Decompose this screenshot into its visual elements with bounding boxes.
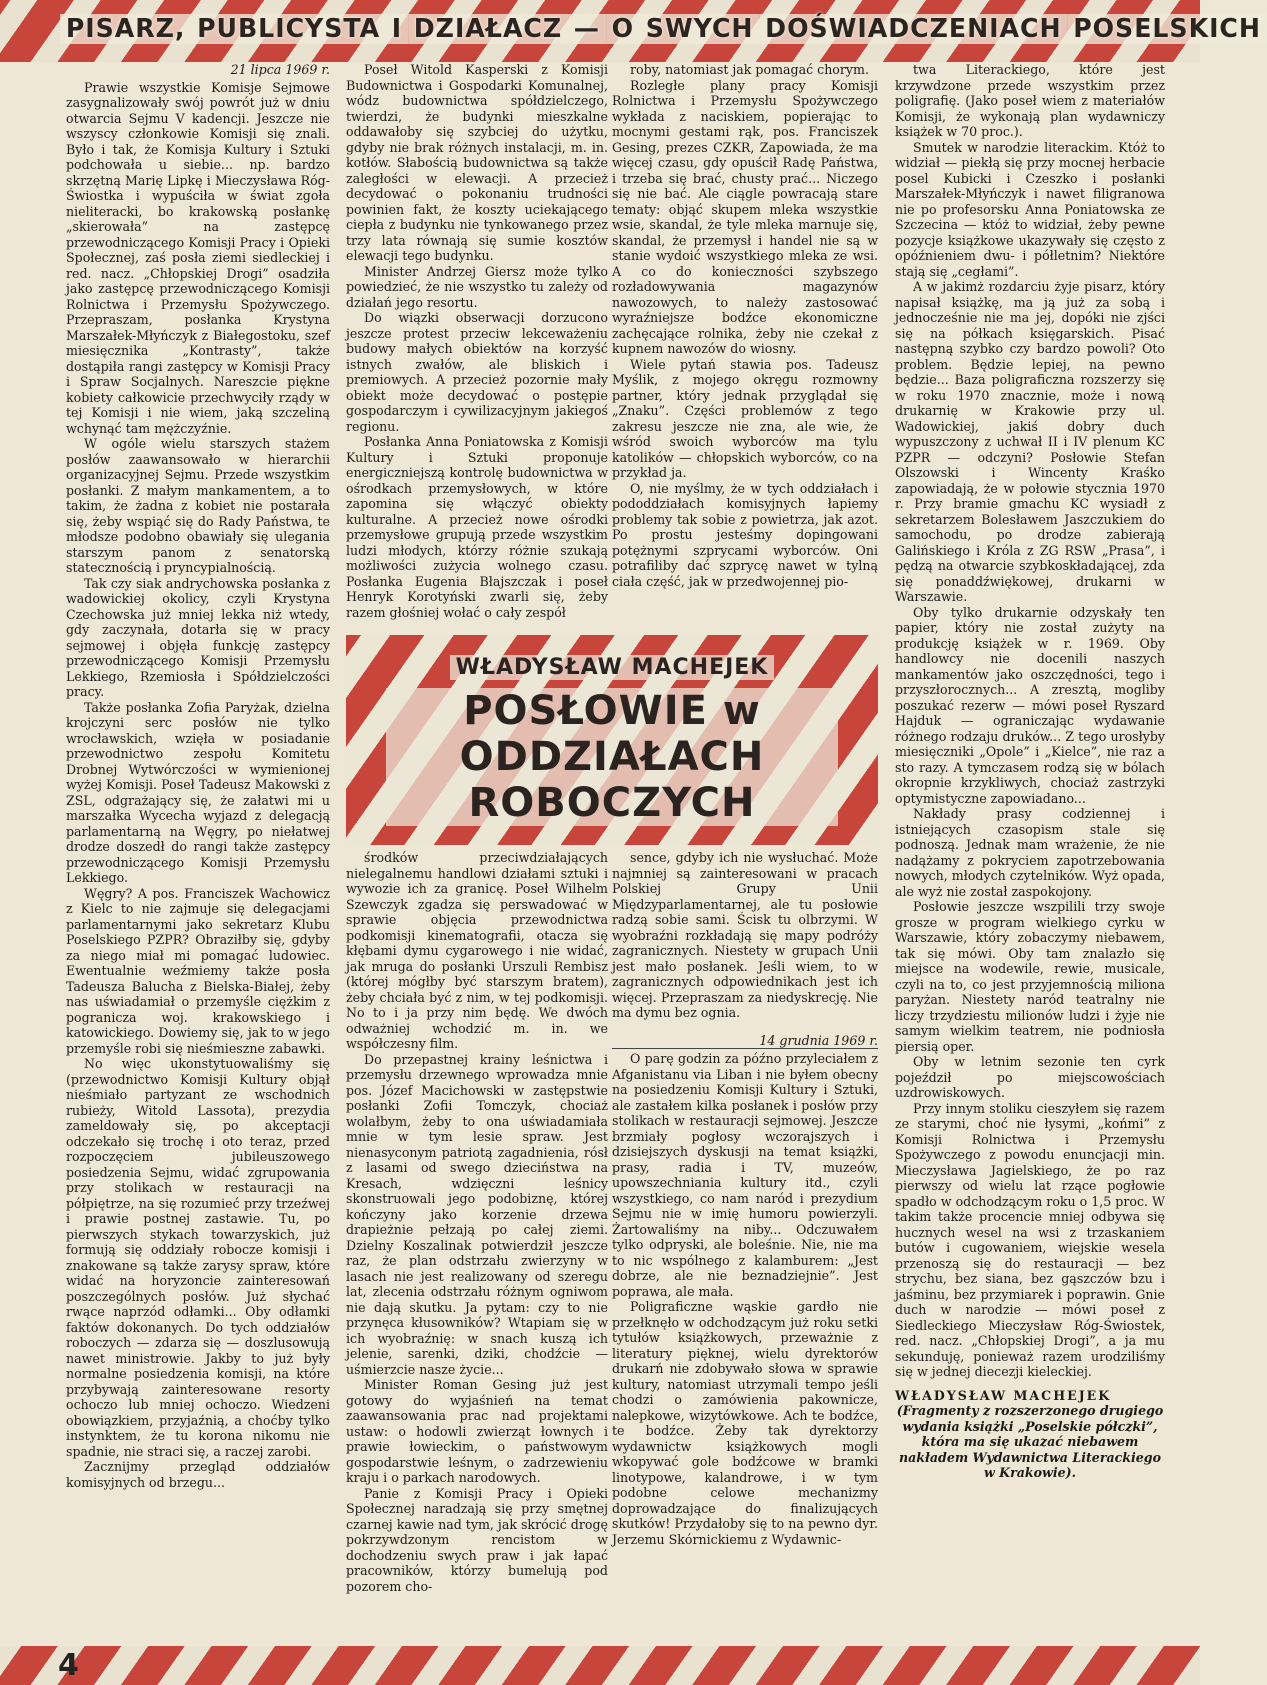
paragraph: Rozległe plany pracy Komisji Rolnictwa i Przemysłu Spożywczego wykłada z naciskiem, popierając to mocnymi gestami rąk, pos. Franciszek Gesing, prezes CZKR, Zapowiada, że ma więcej czasu, gdy opuścił Radę Państwa, i trzeba się brać, chusty prać... Niczego się nie bać. Ale ciągle powracają stare tematy: objąć skupem mleka wszystkie wsie, skandal, że tyle mleka marnuje się, skandal, że przemysł i handel nie są w stanie wydoić wszystkiego mleka ze wsi. A co do konieczności szybszego rozładowywania magazynów nawozowych, to należy zastosować wyraźniejsze bodźce ekonomiczne zachęcające rolnika, żeby nie czekał z kupnem nawozów do wiosny.: [612, 77, 878, 356]
paragraph: Do przepastnej krainy leśnictwa i przemysłu drzewnego wprowadza mnie pos. Józef Macichowski w zastępstwie posłanki Zofii Tomczyk, chociaż wolałbym, żeby to ona uświadamiała mnie w tym lesie spraw. Jest nienasyconym patriotą zagadnienia, rósł z lasami od swego dzieciństwa na Kresach, wdzięczni leśnicy skonstruowali jego podobiznę, której kończyny jako korzenie drzewa drapieżnie pełzają po całej ziemi. Dzielny Koszalinak potwierdził jeszcze raz, że plan odstrzału zwierzyny w lasach nie jest realizowany od szeregu lat, zlecenia odstrzału różnym ogniwom nie dają skutku. Ja pytam: czy to nie przynęca kłusowników? Wtapiam się w ich wyobraźnię: w snach kuszą ich jelenie, sarenki, dziki, chodźcie — uśmierzcie nasze życie...: [346, 1051, 608, 1377]
author-signature: WŁADYSŁAW MACHEJEK: [895, 1387, 1112, 1403]
date-first: 21 lipca 1969 r.: [230, 62, 330, 77]
paragraph: sence, gdyby ich nie wysłuchać. Może najmniej są zainteresowani w pracach Polskiej Grupy Unii Międzyparlamentarnej, ale tu posłowie radzą sobie sami. Ścisk tu olbrzymi. W wyobraźni rozkładają się mapy podróży zagranicznych. Niestety w grupach Unii jest mało posłanek. Jeśli wiem, to w zagranicznych odpowiednikach jest ich więcej. Przepraszam za niedyskrecję. Nie ma dymu bez ognia.: [612, 850, 878, 1020]
paragraph: twa Literackiego, które jest krzywdzone przede wszystkim przez poligrafię. (Jako poseł wiem z materiałów Komisji, że wykonają plan wydawniczy książek w 70 proc.).: [895, 62, 1165, 139]
paragraph: Węgry? A pos. Franciszek Wachowicz z Kielc to nie zajmuje się delegacjami parlamentarnymi jako sekretarz Klubu Poselskiego PZPR? Obraziłby się, gdyby za niego miał mi pomagać ludowiec. Ewentualnie weźmiemy także posła Tadeusza Balucha z Bielska-Białej, żeby nas uświadamiał o przemyśle ciężkim z pogranicza woj. krakowskiego i katowickiego. Dowiemy się, jak to w jego przemyśle robi się nieśmieszne zabawki.: [66, 885, 330, 1056]
paragraph: W ogóle wielu starszych stażem posłów zaawansowało w hierarchii organizacyjnej Sejmu. Przede wszystkim posłanki. Z małym mankamentem, a to takim, że żadna z kobiet nie postarała się, żeby wspiąć się do Rady Państwa, te młodsze podobno obawiały się ulegania starszym panom z senatorską statecznością i pryncypialnością.: [66, 436, 330, 575]
paragraph: Oby w letnim sezonie ten cyrk pojeździł po miejscowościach uzdrowiskowych.: [895, 1054, 1165, 1100]
article-title-box: [346, 635, 878, 845]
paragraph: O, nie myślmy, że w tych oddziałach i pododdziałach komisyjnych łapiemy problemy tak sobie z powietrza, jak azot. Po prostu jesteśmy dopingowani potężnymi szprycami wyborców. Oni potrafiliby dać szprycę nawet w tylną ciała część, jak w przedwojennej pio-: [612, 480, 878, 589]
paragraph: roby, natomiast jak pomagać chorym.: [630, 62, 869, 77]
headline-word: PUBLICYSTA: [191, 14, 386, 44]
article-title: [386, 688, 838, 826]
headline-word: DZIAŁACZ: [408, 14, 568, 44]
article-column-4: [895, 62, 1165, 1642]
paragraph: Poligraficzne wąskie gardło nie przełknęło w odchodzącym już roku setki tytułów książkowych, przeważnie z literatury pięknej, wielu dyrektorów drukarń nie zdobywało słowa w sprawie kultury, natomiast utrzymali tempo jeśli chodzi o zamówienia pakownicze, nalepkowe, wizytówkowe. Ach te bodźce, te bodźce. Żeby tak dyrektorzy wydawnictw książkowych mogli wkopywać gole bodźcowe w bramki linotypowe, kalandrowe, i w tym podobne celowe mechanizmy doprowadzające do finalizujących skutków! Przydałoby się to na pewno dyr. Jerzemu Skórnickiemu z Wydawnic-: [612, 1299, 878, 1547]
paragraph: O parę godzin za późno przyleciałem z Afganistanu via Liban i nie byłem obecny na posiedzeniu Komisji Kultury i Sztuki, ale zastałem kilka posłanek i posłów przy stolikach w restauracji sejmowej. Jeszcze brzmiały pogłosy wczorajszych i dzisiejszych dyskusji na temat książki, prasy, radia i TV, muzeów, upowszechniania kultury itd., czyli wszystkiego, co nam naród i prezydium Sejmu nie w imię humoru powierzyli. Żartowaliśmy na niby... Odczuwałem tylko odpryski, ale boleśnie. Nie, nie ma to nic wspólnego z kalamburem: „Jest dobrze, ale nie beznadziejnie”. Jest poprawa, ale mała.: [612, 1051, 878, 1299]
paragraph: Także posłanka Zofia Paryżak, dzielna krojczyni serc posłów nie tylko wrocławskich, wzięła w posiadanie przewodnictwo zespołu Komitetu Drobnej Wytwórczości w wymienionej wyżej Komisji. Poseł Tadeusz Makowski z ZSL, odgrażający się, że załatwi mi u marszałka Wycecha wyjazd z delegacją parlamentarną na Węgry, po niełatwej drodze doszedł do rangi także zastępcy przewodniczącego Komisji Przemysłu Lekkiego.: [66, 699, 330, 885]
paragraph: Minister Andrzej Giersz może tylko powiedzieć, że nie wszystko tu zależy od działań jego resortu.: [346, 263, 608, 310]
article-column-3-top: [612, 62, 878, 632]
author-name: WŁADYSŁAW MACHEJEK: [450, 655, 775, 680]
headline-word: O: [606, 14, 640, 44]
paragraph: Zacznijmy przegląd oddziałów komisyjnych od brzegu...: [66, 1459, 330, 1490]
paragraph: No więc ukonstytuowaliśmy się (przewodnictwo Komisji Kultury objął nieśmiało partyzant ze wschodnich rubieży, Witold Lassota), prezydia zameldowały się, po akceptacji odczekało się trochę i oto teraz, przed rozpoczęciem jubileuszowego posiedzenia Sejmu, widać zgrupowania przy stolikach w restauracji na półpiętrze, na się rozumieć przy trzeźwej i prawie postnej zastawie. Tu, po pierwszych stykach towarzyskich, już formują się oddziały robocze komisji i znakowane są także zarysy spraw, które widać na horyzoncie zainteresowań poszczególnych posłów. Już słychać rwące naprzód odłamki... Oby odłamki faktów dokonanych. Do tych oddziałów roboczych — zdarza się — doszlusowują nawet ministrowie. Jakby to już były normalne posiedzenia komisji, na które przybywają zainteresowane resorty ochoczo lub mniej ochoczo. Wiedzeni obowiązkiem, przyjaźnią, a choćby tylko instynktem, że tu korona nikomu nie spadnie, nie straci się, a raczej zarobi.: [66, 1056, 330, 1459]
paragraph: Tak czy siak andrychowska posłanka z wadowickiej okolicy, czyli Krystyna Czechowska już mniej lekka niż wtedy, gdy zaczynała, dotarła się w pracy sejmowej i objęła funkcję zastępcy przewodniczącego Komisji Przemysłu Lekkiego, Rzemiosła i Spółdzielczości pracy.: [66, 575, 330, 699]
article-column-1: [66, 62, 330, 1642]
headline-word: POSELSKICH: [1067, 14, 1266, 44]
paragraph: Posłowie jeszcze wszpilili trzy swoje grosze w program wielkiego cyrku w Warszawie, który zobaczymy niebawem, tak się mówi. Oby tam znalazło się miejsce na wodewile, rewie, musicale, czyli na to, co jest przyjemnością miliona paryżan. Niestety naród teatralny nie liczy trzydziestu milionów ludzi i żyje nie samym wielkim teatrem, nie podniosła piersią oper.: [895, 899, 1165, 1054]
headline-word: SWYCH: [640, 14, 759, 44]
paragraph: Posłanka Anna Poniatowska z Komisji Kultury i Sztuki proponuje energiczniejszą kontrolę budownictwa w ośrodkach przemysłowych, w które zapomina się włączyć obiekty kulturalne. A przecież nowe ośrodki przemysłowe grupują przede wszystkim ludzi młodych, którzy różnie szukają możliwości zużycia wolnego czasu. Posłanka Eugenia Błajszczak i poseł Henryk Korotyński zwarli się, żeby razem głośniej wołać o cały zespół: [346, 434, 608, 620]
article-column-3-bottom: [612, 850, 878, 1650]
headline-word: PISARZ,: [60, 14, 191, 44]
article-column-2-top: [346, 62, 608, 632]
source-note: (Fragmenty z rozszerzonego drugiego wydania książki „Poselskie półczki”, która ma się ukazać niebawem nakładem Wydawnictwa Literackiego w Krakowie).: [896, 1403, 1164, 1480]
headline-word: —: [568, 14, 606, 44]
paragraph: środków przeciwdziałających nielegalnemu handlowi działami sztuki i wywozie ich za granicę. Poseł Wilhelm Szewczyk zgadza się perswadować w sprawie objęcia przewodnictwa podkomisji kinematografii, otacza się kłębami dymu cygarowego i nie widać, jak mruga do posłanki Urszuli Rembisz (której mógłby być starszym bratem), żeby chciała być z nim, w tej podkomisji. No to i ja przy nim będę. We dwóch odważniej wchodzić m. in. we współczesny film.: [346, 850, 608, 1051]
paragraph: Do wiązki obserwacji dorzucono jeszcze protest przeciw lekceważeniu budowy małych obiektów na korzyść istnych zwałów, ale bliskich i premiowych. A przecież pozornie mały obiekt może decydować o postępie gospodarczym i cywilizacyjnym jakiegoś regionu.: [346, 310, 608, 434]
article-title-line-2: ROBOCZYCH: [468, 779, 756, 826]
paragraph: Smutek w narodzie literackim. Któż to widział — piekłą się przy mocnej herbacie posel Kubicki i Czeszko i posłanki Marszałek-Młyńczyk i nawet filigranowa nie po profesorsku Anna Poniatowska ze Szczecina — któż to widział, żeby pewne pozycje książkowe ukazywały się często z opóźnieniem dwu- i półletnim? Niektóre stają się „cegłami”.: [895, 139, 1165, 279]
paragraph: Prawie wszystkie Komisje Sejmowe zasygnalizowały swój powrót już w dniu otwarcia Sejmu V kadencji. Jeszcze nie wszyscy członkowie Komisji się znali. Było i tak, że Komisja Kultury i Sztuki podchowała u siebie... np. bardzo skrzętną Marię Lipkę i Mieczysława Róg-Świostka i wypuściła w świat zgoła nieliteracki, bo krakowską posłankę „skierowała” na zastępcę przewodniczącego Komisji Pracy i Opieki Społecznej, zaś posła ziemi siedleckiej i red. nacz. „Chłopskiej Drogi” osadziła jako zastępcę przewodniczącego Komisji Rolnictwa i Przemysłu Spożywczego. Przepraszam, posłanka Krystyna Marszałek-Młyńczyk z Białegostoku, szef miesięcznika „Kontrasty”, także dostąpiła rangi zastępcy w Komisji Pracy i Spraw Socjalnych. Nareszcie piękne kobiety całkowicie przechwyciły rządy w tej Komisji i nie wiem, jaką szczeliną wchynąć tam mężczyźnie.: [66, 79, 330, 436]
headline: [60, 6, 1261, 52]
article-title-line-1: POSŁOWIE w ODDZIAŁACH: [459, 687, 765, 780]
paragraph: Wiele pytań stawia pos. Tadeusz Myślik, z mojego okręgu rozmowny partner, który jednak przyglądał się „Znaku”. Części problemów z tego zakresu jeszcze nie zna, ale wie, że wśród swoich wyborców ma tylu katolików — chłopskich wyborców, co na przykład ja.: [612, 356, 878, 480]
headline-word: DOŚWIADCZENIACH: [759, 14, 1067, 44]
date-second: 14 grudnia 1969 r.: [612, 1033, 878, 1050]
headline-word: I: [386, 14, 408, 44]
paragraph: Panie z Komisji Pracy i Opieki Społecznej naradzają się przy smętnej czarnej kawie nad tym, jak skrócić drogę pokrzywdzonym rencistom w dochodzeniu swych praw i jak łapać pracowników, którzy bumelują pod pozorem cho-: [346, 1485, 608, 1594]
bottom-stripe-band: [0, 1646, 1200, 1685]
paragraph: Oby tylko drukarnie odzyskały ten papier, który nie został zużyty na produkcję książek w r. 1969. Oby handlowcy nie docenili naszych mankamentów jako oszczędności, tego i przyszłorocznych... A zresztą, mogliby poszukać rezerw — mówi poseł Ryszard Hajduk — ograniczając wydawanie różnego rodzaju druków... Z tego urosłyby miesięczniki „Opole” i „Kielce”, nie raz a sto razy. A tymczasem rodzą się w bólach okropnie krzykliwych, chociaż zastrzyki optymistyczne zapowiadano...: [895, 604, 1165, 806]
page-number: 4: [58, 1648, 79, 1683]
paragraph: Przy innym stoliku cieszyłem się razem ze starymi, choć nie łysymi, „końmi” z Komisji Rolnictwa i Przemysłu Spożywczego z powodu enuncjacji min. Mieczysława Jagielskiego, że po raz pierwszy od wielu lat rzące pogłowie spadło w odchodzącym roku o 1,5 proc. W takim także procencie mniej odbywa się hucznych wesel na wsi z trzaskaniem butów i cugowaniem, wiejskie wesela przenoszą się do restauracji — bez strychu, bez siana, bez gąszczów bzu i jaśminu, bez przymiarek i poprawin. Gnie duch w narodzie — mówi poseł z Siedleckiego Mieczysław Róg-Świostek, red. nacz. „Chłopskiej Drogi”, a ja mu sekunduję, ponieważ razem urodziliśmy się w jednej diecezji kieleckiej.: [895, 1100, 1165, 1379]
paragraph: A w jakimż rozdarciu żyje pisarz, który napisał książkę, ma ją już za sobą i jednocześnie nie ma jej, dopóki nie zjści się na półkach księgarskich. Pisać następną szybko czy bardzo powoli? Oto problem. Będzie lepiej, na pewno będzie... Baza poligraficzna rozszerzy się w roku 1970 znacznie, może i nową drukarnię w Krakowie przy ul. Wadowickiej, jakiś dobry duch wypuszczony z uchwał II i IV plenum KC PZPR — odczyni? Posłowie Stefan Olszowski i Wincenty Kraśko zapowiadają, że w połowie stycznia 1970 r. Przy bramie gmachu KC wysiadł z sekretarzem Bolesławem Jaszczukiem do samochodu, po drodze zabierają Galińskiego i Króla z ZG RSW „Prasa”, i pędzą na otwarcie szybkoskładającej, zda się ponaddźwiękowej, drukarni w Warszawie.: [895, 279, 1165, 604]
article-column-2-bottom: [346, 850, 608, 1650]
paragraph: Minister Roman Gesing już jest gotowy do wyjaśnień na temat zaawansowania prac nad projektami ustaw: o hodowli zwierząt łownych i prawie łowieckim, o państwowym gospodarstwie leśnym, o zadrzewieniu kraju i o parkach narodowych.: [346, 1377, 608, 1485]
paragraph: Nakłady prasy codziennej i istniejących czasopism stale się podnoszą. Jednak mam wrażenie, że nie nadążamy z pokryciem zapotrzebowania nowych, młodych czytelników. Wyż opada, ale wyż nie został zaspokojony.: [895, 806, 1165, 899]
paragraph: Poseł Witold Kasperski z Komisji Budownictwa i Gospodarki Komunalnej, wódz budownictwa spółdzielczego, twierdzi, że budynki mieszkalne oddawałoby się szybciej do użytku, gdyby nie brak różnych instalacji, m. in. kotłów. Słabością budownictwa są także zaległości w elewacji. A przecież decydować o pokonaniu trudności powinien fakt, że koszty uciekającego ciepła z budynku nie tynkowanego przez trzy lata równają się sumie kosztów elewacji tego budynku.: [346, 62, 608, 263]
